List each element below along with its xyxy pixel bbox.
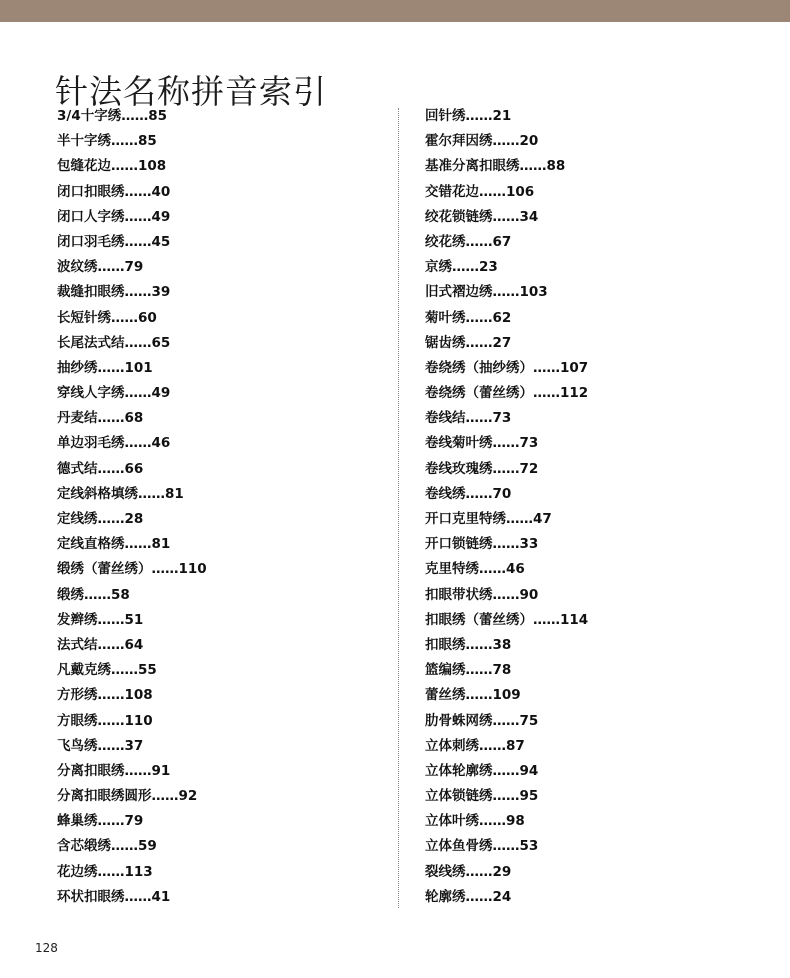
index-entry: 扣眼绣……38 <box>425 636 512 653</box>
column-divider <box>398 108 399 908</box>
index-entry: 闭口人字绣……49 <box>57 208 171 225</box>
index-entry: 定线斜格填绣……81 <box>57 485 184 502</box>
index-entry: 包缝花边……108 <box>57 158 167 175</box>
index-entry: 环状扣眼绣……41 <box>57 888 171 905</box>
index-entry: 肋骨蛛网绣……75 <box>425 712 539 729</box>
index-entry: 基准分离扣眼绣……88 <box>425 158 566 175</box>
index-entry: 缎绣……58 <box>57 586 130 603</box>
index-entry: 飞鸟绣……37 <box>57 737 144 754</box>
index-column-left <box>57 106 207 912</box>
index-entry: 立体鱼骨绣……53 <box>425 838 539 855</box>
index-entry: 波纹绣……79 <box>57 259 144 276</box>
index-entry: 半十字绣……85 <box>57 133 157 150</box>
index-entry: 立体刺绣……87 <box>425 737 525 754</box>
index-entry: 长尾法式结……65 <box>57 334 171 351</box>
index-entry: 绞花绣……67 <box>425 233 512 250</box>
index-entry: 发辫绣……51 <box>57 611 144 628</box>
index-entry: 裂线绣……29 <box>425 863 512 880</box>
index-entry: 花边绣……113 <box>57 863 153 880</box>
index-entry: 方眼绣……110 <box>57 712 153 729</box>
index-entry: 交错花边……106 <box>425 183 535 200</box>
index-entry: 卷线菊叶绣……73 <box>425 435 539 452</box>
index-column-right <box>425 106 588 912</box>
index-entry: 含芯缎绣……59 <box>57 838 157 855</box>
page-number: 128 <box>35 941 58 955</box>
index-entry: 裁缝扣眼绣……39 <box>57 284 171 301</box>
index-entry: 抽纱绣……101 <box>57 359 153 376</box>
index-entry: 卷绕绣（蕾丝绣）……112 <box>425 385 589 402</box>
index-entry: 卷线结……73 <box>425 410 512 427</box>
index-entry: 轮廓绣……24 <box>425 888 512 905</box>
index-entry: 篮编绣……78 <box>425 662 512 679</box>
index-entry: 德式结……66 <box>57 460 144 477</box>
index-entry: 方形绣……108 <box>57 687 153 704</box>
index-entry: 定线绣……28 <box>57 511 144 527</box>
index-entry: 丹麦结……68 <box>57 410 144 427</box>
index-entry: 缎绣（蕾丝绣）……110 <box>57 561 207 578</box>
index-entry: 闭口羽毛绣……45 <box>57 233 171 250</box>
index-entry: 卷绕绣（抽纱绣）……107 <box>425 359 589 376</box>
page-title: 针法名称拼音索引 <box>55 72 327 112</box>
index-entry: 闭口扣眼绣……40 <box>57 183 171 200</box>
index-entry: 长短针绣……60 <box>57 309 157 326</box>
index-entry: 菊叶绣……62 <box>425 309 512 326</box>
index-entry: 霍尔拜因绣……20 <box>425 133 539 150</box>
index-entry: 凡戴克绣……55 <box>57 662 157 679</box>
index-entry: 克里特绣……46 <box>425 561 525 578</box>
index-entry: 开口克里特绣……47 <box>425 511 552 527</box>
index-entry: 卷线玫瑰绣……72 <box>425 460 539 477</box>
index-entry: 绞花锁链绣……34 <box>425 208 539 225</box>
index-entry: 回针绣……21 <box>425 108 512 124</box>
index-entry: 京绣……23 <box>425 259 498 276</box>
index-entry: 立体锁链绣……95 <box>425 788 539 805</box>
index-entry: 蜂巢绣……79 <box>57 813 144 830</box>
index-entry: 卷线绣……70 <box>425 485 512 502</box>
index-entry: 扣眼绣（蕾丝绣）……114 <box>425 611 589 628</box>
index-entry: 旧式褶边绣……103 <box>425 284 548 301</box>
index-entry: 分离扣眼绣圆形……92 <box>57 788 198 805</box>
index-entry: 3/4十字绣……85 <box>57 108 168 124</box>
index-entry: 立体叶绣……98 <box>425 813 525 830</box>
index-entry: 单边羽毛绣……46 <box>57 435 171 452</box>
index-entry: 穿线人字绣……49 <box>57 385 171 402</box>
index-entry: 立体轮廓绣……94 <box>425 762 539 779</box>
index-entry: 定线直格绣……81 <box>57 536 171 553</box>
index-entry: 扣眼带状绣……90 <box>425 586 539 603</box>
index-entry: 分离扣眼绣……91 <box>57 762 171 779</box>
index-entry: 法式结……64 <box>57 636 144 653</box>
header-color-bar <box>0 0 790 22</box>
index-entry: 锯齿绣……27 <box>425 334 512 351</box>
index-entry: 蕾丝绣……109 <box>425 687 521 704</box>
index-entry: 开口锁链绣……33 <box>425 536 539 553</box>
